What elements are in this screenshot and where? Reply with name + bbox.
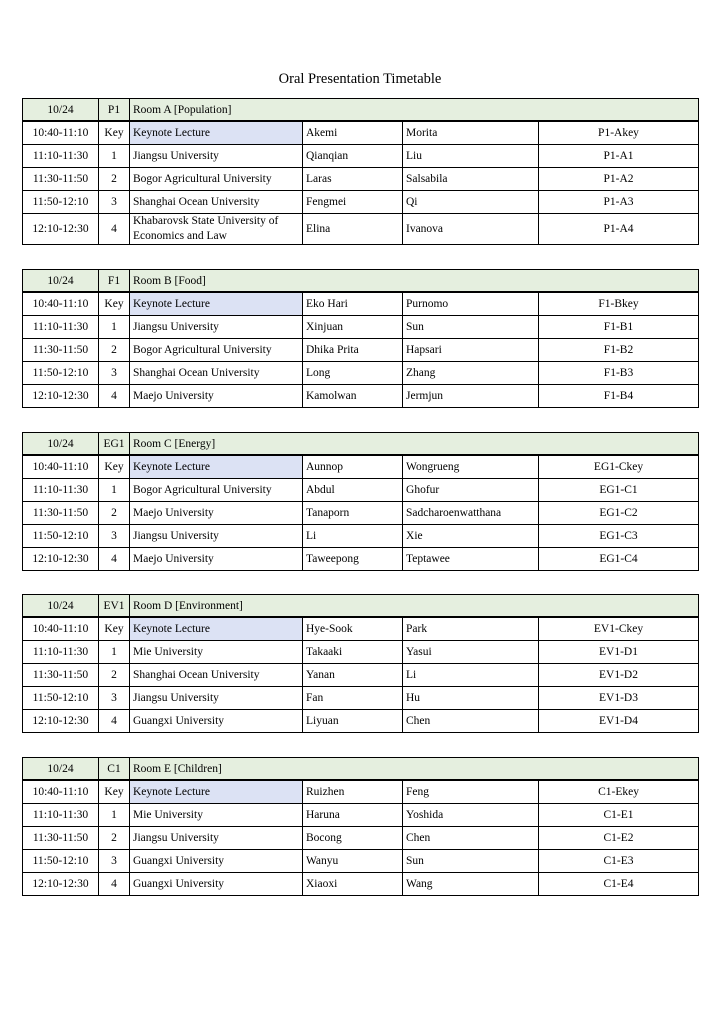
table-row [23,145,699,168]
presentation-number: 3 [99,362,130,385]
first-name: Qianqian [303,145,403,168]
first-name: Xiaoxi [303,873,403,896]
presentation-number: 4 [99,873,130,896]
session-table [22,432,699,571]
table-row [23,548,699,571]
institution: Guangxi University [130,850,303,873]
session-table [22,98,699,245]
table-row [23,525,699,548]
last-name: Yoshida [403,804,539,827]
table-row [23,479,699,502]
presentation-id: EV1-D2 [539,664,699,687]
session-date: 10/24 [23,758,99,781]
table-row [23,292,699,316]
presentation-number: Key [99,455,130,479]
first-name: Kamolwan [303,385,403,408]
time-slot: 12:10-12:30 [23,710,99,733]
last-name: Sun [403,850,539,873]
table-row [23,827,699,850]
header-spacer [403,595,699,618]
session-header [23,270,699,293]
presentation-number: 4 [99,385,130,408]
table-row [23,214,699,245]
presentation-number: 3 [99,191,130,214]
first-name: Takaaki [303,641,403,664]
presentation-id: F1-Bkey [539,292,699,316]
time-slot: 11:50-12:10 [23,191,99,214]
last-name: Zhang [403,362,539,385]
session-date: 10/24 [23,99,99,122]
institution: Shanghai Ocean University [130,362,303,385]
presentation-id: F1-B1 [539,316,699,339]
last-name: Yasui [403,641,539,664]
last-name: Li [403,664,539,687]
header-spacer [403,270,699,293]
table-row [23,362,699,385]
time-slot: 10:40-11:10 [23,292,99,316]
last-name: Xie [403,525,539,548]
presentation-id: C1-E1 [539,804,699,827]
presentation-id: EG1-C1 [539,479,699,502]
last-name: Wang [403,873,539,896]
time-slot: 11:10-11:30 [23,641,99,664]
last-name: Hapsari [403,339,539,362]
first-name: Abdul [303,479,403,502]
first-name: Yanan [303,664,403,687]
presentation-id: F1-B3 [539,362,699,385]
last-name: Jermjun [403,385,539,408]
presentation-number: Key [99,780,130,804]
presentation-number: 2 [99,339,130,362]
table-row [23,780,699,804]
presentation-number: 1 [99,316,130,339]
session-header [23,595,699,618]
institution: Shanghai Ocean University [130,191,303,214]
presentation-id: P1-A2 [539,168,699,191]
last-name: Liu [403,145,539,168]
last-name: Ivanova [403,214,539,245]
presentation-id: F1-B4 [539,385,699,408]
time-slot: 11:10-11:30 [23,145,99,168]
time-slot: 11:10-11:30 [23,316,99,339]
institution: Jiangsu University [130,827,303,850]
session-code: C1 [99,758,130,781]
session-header [23,99,699,122]
first-name: Laras [303,168,403,191]
presentation-number: 1 [99,479,130,502]
presentation-id: EG1-Ckey [539,455,699,479]
first-name: Aunnop [303,455,403,479]
institution: Jiangsu University [130,145,303,168]
session-room: Room E [Children] [130,758,403,781]
presentation-number: 2 [99,827,130,850]
table-row [23,168,699,191]
time-slot: 11:30-11:50 [23,664,99,687]
institution: Maejo University [130,502,303,525]
presentation-number: 1 [99,145,130,168]
session-code: F1 [99,270,130,293]
first-name: Eko Hari [303,292,403,316]
presentation-number: 2 [99,502,130,525]
first-name: Long [303,362,403,385]
institution: Bogor Agricultural University [130,339,303,362]
session-header [23,758,699,781]
time-slot: 11:30-11:50 [23,827,99,850]
table-row [23,850,699,873]
presentation-number: 2 [99,664,130,687]
first-name: Xinjuan [303,316,403,339]
institution: Maejo University [130,385,303,408]
time-slot: 11:10-11:30 [23,804,99,827]
institution: Bogor Agricultural University [130,168,303,191]
time-slot: 11:50-12:10 [23,850,99,873]
first-name: Bocong [303,827,403,850]
table-row [23,804,699,827]
presentation-number: 3 [99,687,130,710]
table-row [23,664,699,687]
time-slot: 10:40-11:10 [23,455,99,479]
first-name: Li [303,525,403,548]
institution: Keynote Lecture [130,292,303,316]
institution: Khabarovsk State University of Economics and Law [130,214,303,245]
last-name: Ghofur [403,479,539,502]
first-name: Liyuan [303,710,403,733]
last-name: Teptawee [403,548,539,571]
time-slot: 11:50-12:10 [23,525,99,548]
session-code: EV1 [99,595,130,618]
institution: Guangxi University [130,873,303,896]
header-spacer [403,433,699,456]
presentation-number: 2 [99,168,130,191]
table-row [23,385,699,408]
table-row [23,339,699,362]
institution: Guangxi University [130,710,303,733]
presentation-number: Key [99,292,130,316]
institution: Jiangsu University [130,316,303,339]
first-name: Haruna [303,804,403,827]
last-name: Sun [403,316,539,339]
presentation-id: EG1-C2 [539,502,699,525]
table-row [23,191,699,214]
time-slot: 10:40-11:10 [23,121,99,145]
presentation-number: Key [99,617,130,641]
institution: Keynote Lecture [130,121,303,145]
institution: Keynote Lecture [130,780,303,804]
time-slot: 12:10-12:30 [23,873,99,896]
last-name: Park [403,617,539,641]
last-name: Morita [403,121,539,145]
institution: Jiangsu University [130,525,303,548]
last-name: Sadcharoenwatthana [403,502,539,525]
presentation-id: EG1-C3 [539,525,699,548]
session-room: Room B [Food] [130,270,403,293]
presentation-id: F1-B2 [539,339,699,362]
presentation-id: EV1-D3 [539,687,699,710]
session-table [22,757,699,896]
table-row [23,873,699,896]
time-slot: 10:40-11:10 [23,617,99,641]
presentation-id: P1-A3 [539,191,699,214]
presentation-id: EV1-D4 [539,710,699,733]
first-name: Fan [303,687,403,710]
presentation-number: 4 [99,710,130,733]
session-room: Room D [Environment] [130,595,403,618]
first-name: Dhika Prita [303,339,403,362]
session-date: 10/24 [23,270,99,293]
session-table [22,594,699,733]
table-row [23,502,699,525]
first-name: Tanaporn [303,502,403,525]
time-slot: 12:10-12:30 [23,385,99,408]
last-name: Wongrueng [403,455,539,479]
first-name: Elina [303,214,403,245]
first-name: Wanyu [303,850,403,873]
table-row [23,617,699,641]
session-date: 10/24 [23,433,99,456]
last-name: Chen [403,710,539,733]
presentation-number: 4 [99,548,130,571]
first-name: Ruizhen [303,780,403,804]
institution: Keynote Lecture [130,617,303,641]
first-name: Taweepong [303,548,403,571]
time-slot: 10:40-11:10 [23,780,99,804]
institution: Keynote Lecture [130,455,303,479]
presentation-id: EG1-C4 [539,548,699,571]
presentation-id: C1-E4 [539,873,699,896]
session-date: 10/24 [23,595,99,618]
presentation-id: C1-E2 [539,827,699,850]
presentation-number: 3 [99,850,130,873]
presentation-number: Key [99,121,130,145]
time-slot: 11:30-11:50 [23,168,99,191]
page-title: Oral Presentation Timetable [278,71,442,87]
presentation-number: 1 [99,641,130,664]
last-name: Chen [403,827,539,850]
presentation-id: C1-Ekey [539,780,699,804]
presentation-number: 1 [99,804,130,827]
presentation-id: P1-A4 [539,214,699,245]
institution: Mie University [130,804,303,827]
presentation-id: P1-Akey [539,121,699,145]
time-slot: 11:10-11:30 [23,479,99,502]
time-slot: 11:30-11:50 [23,339,99,362]
time-slot: 12:10-12:30 [23,214,99,245]
institution: Shanghai Ocean University [130,664,303,687]
session-header [23,433,699,456]
time-slot: 11:50-12:10 [23,362,99,385]
last-name: Purnomo [403,292,539,316]
institution: Mie University [130,641,303,664]
session-table [22,269,699,408]
institution: Bogor Agricultural University [130,479,303,502]
session-code: EG1 [99,433,130,456]
table-row [23,455,699,479]
table-row [23,687,699,710]
header-spacer [403,99,699,122]
last-name: Salsabila [403,168,539,191]
presentation-id: C1-E3 [539,850,699,873]
presentation-id: P1-A1 [539,145,699,168]
session-room: Room C [Energy] [130,433,403,456]
table-row [23,316,699,339]
table-row [23,710,699,733]
time-slot: 11:50-12:10 [23,687,99,710]
presentation-id: EV1-D1 [539,641,699,664]
first-name: Fengmei [303,191,403,214]
presentation-number: 3 [99,525,130,548]
institution: Jiangsu University [130,687,303,710]
header-spacer [403,758,699,781]
last-name: Qi [403,191,539,214]
table-row [23,641,699,664]
first-name: Akemi [303,121,403,145]
institution: Maejo University [130,548,303,571]
time-slot: 11:30-11:50 [23,502,99,525]
session-room: Room A [Population] [130,99,403,122]
table-row [23,121,699,145]
last-name: Feng [403,780,539,804]
first-name: Hye-Sook [303,617,403,641]
last-name: Hu [403,687,539,710]
time-slot: 12:10-12:30 [23,548,99,571]
presentation-id: EV1-Ckey [539,617,699,641]
presentation-number: 4 [99,214,130,245]
session-code: P1 [99,99,130,122]
